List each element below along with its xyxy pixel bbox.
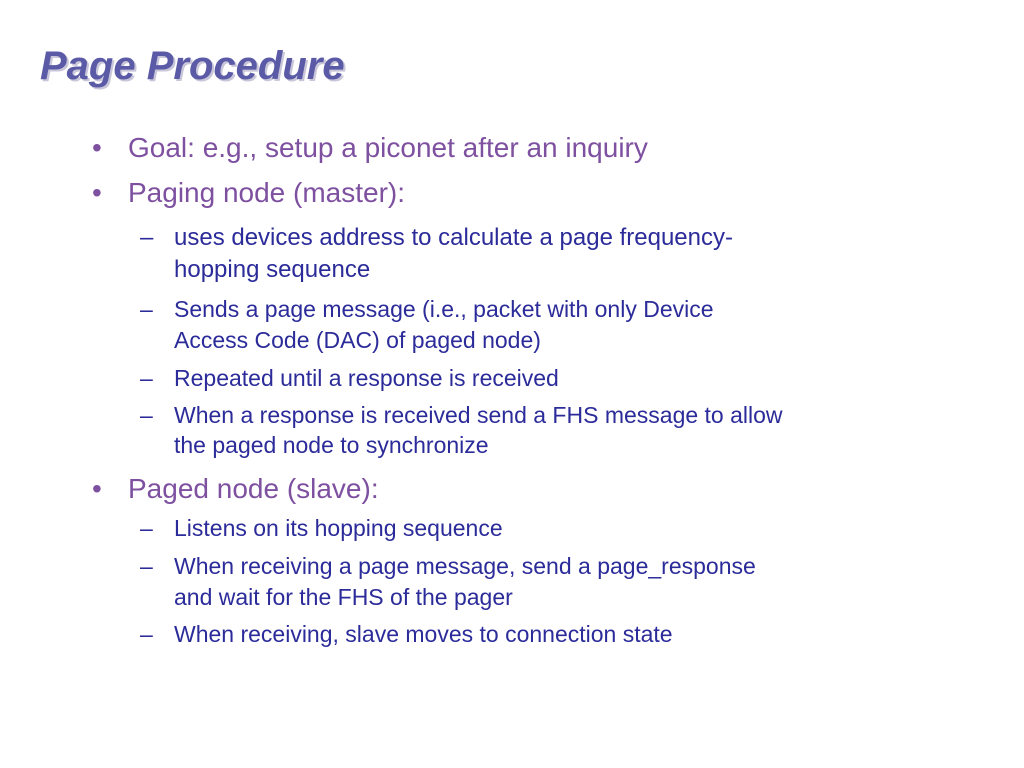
dash-marker: – — [140, 621, 153, 647]
sub-item-line: Listens on its hopping sequence — [174, 515, 503, 541]
bullet-marker: • — [92, 473, 102, 504]
bullet-text: Goal: e.g., setup a piconet after an inquiry — [128, 132, 648, 163]
bullet-text: Paged node (slave): — [128, 473, 379, 504]
sub-item-line: Sends a page message (i.e., packet with only Device — [174, 296, 714, 322]
dash-marker: – — [140, 296, 153, 322]
dash-marker: – — [140, 515, 153, 541]
sub-item-line: the paged node to synchronize — [174, 432, 489, 458]
dash-marker: – — [140, 402, 153, 428]
dash-marker: – — [140, 365, 153, 391]
sub-item-line: and wait for the FHS of the pager — [174, 584, 513, 610]
sub-item-line: When receiving a page message, send a page_response — [174, 553, 756, 579]
sub-item-line: hopping sequence — [174, 256, 371, 283]
bullet-marker: • — [92, 132, 102, 163]
sub-item-line: Access Code (DAC) of paged node) — [174, 327, 541, 353]
bullet-text: Paging node (master): — [128, 177, 406, 208]
dash-marker: – — [140, 553, 153, 579]
sub-item-line: When receiving, slave moves to connection state — [174, 621, 673, 647]
sub-item-line: uses devices address to calculate a page frequency- — [174, 224, 733, 251]
sub-item-line: Repeated until a response is received — [174, 365, 559, 391]
slide-title: Page Procedure — [40, 44, 345, 88]
dash-marker: – — [140, 224, 154, 251]
bullet-marker: • — [92, 177, 102, 208]
sub-item-line: When a response is received send a FHS message to allow — [174, 402, 783, 428]
